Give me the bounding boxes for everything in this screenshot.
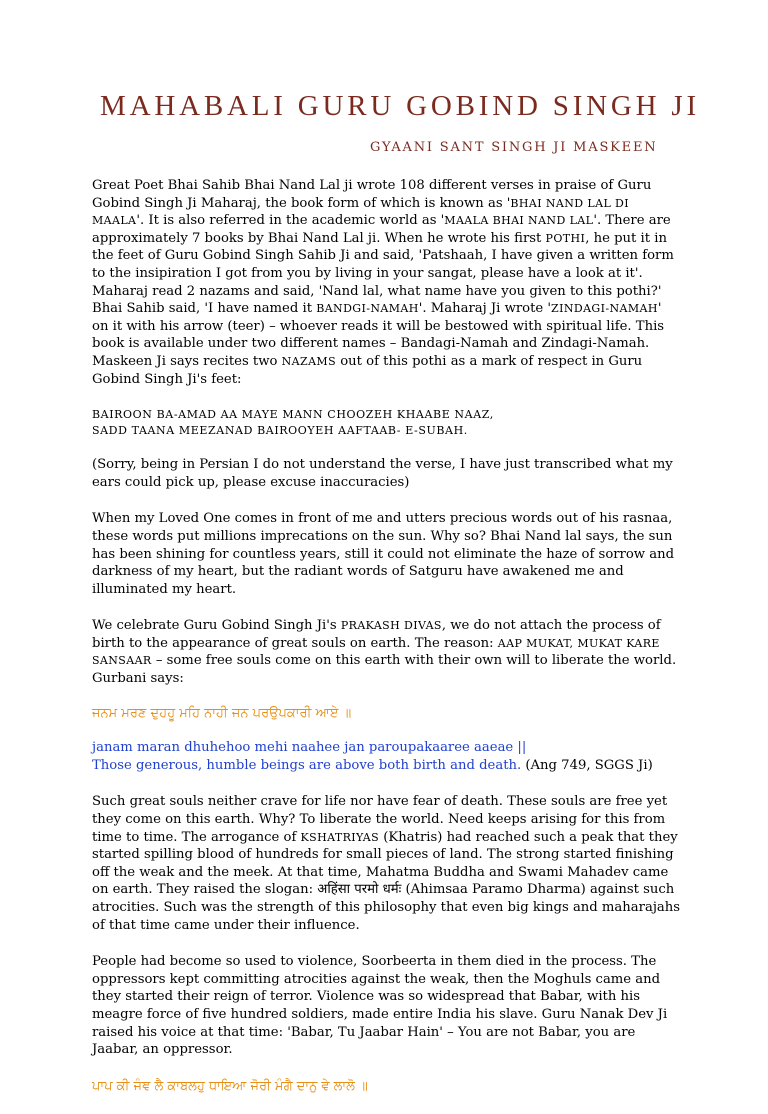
document-body xyxy=(92,177,682,1114)
document-title: MAHABALI GURU GOBIND SINGH JI xyxy=(100,90,700,122)
gurbani-quote-1: janam maran dhuhehoo mehi naahee jan paroupakaaree aaeae || Those generous, humble beings are above both birth and death. (Ang 749, SGGS Ji) xyxy=(92,740,653,773)
paragraph-prakash-divas: We celebrate Guru Gobind Singh Ji's PRAKASH DIVAS, we do not attach the process of birth to the appearance of great souls on earth. The reason: AAP MUKAT, MUKAT KARE SANSAAR – some free souls come on this earth with their own will to liberate the world. Gurbani says: xyxy=(92,618,677,687)
author-name: GYAANI SANT SINGH JI MASKEEN xyxy=(370,140,658,155)
gurbani-gurmukhi-2: ਪਾਪ ਕੀ ਜੰਞ ਲੈ ਕਾਬਲਹੁ ਧਾਇਆ ਜੋਰੀ ਮੰਗੈ ਦਾਨੁ ਵੇ ਲਾਲੋ ॥ xyxy=(92,1078,368,1094)
paragraph-loved-one: When my Loved One comes in front of me and utters precious words out of his rasnaa, these words put millions imprecations on the sun. Why so? Bhai Nand lal says, the sun has been shining for countless years, still it could not eliminate the haze of sorrow and darkness of my heart, but the radiant words of Satguru have awakened me and illuminated my heart. xyxy=(92,511,675,597)
paragraph-violence: People had become so used to violence, Soorbeerta in them died in the process. The oppressors kept committing atrocities against the weak, then the Moghuls came and they started their reign of terror. Violence was so widespread that Babar, with his meagre force of five hundred soldiers, made entire India his slave. Guru Nanak Dev Ji raised his voice at that time: 'Babar, Tu Jaabar Hain' – You are not Babar, you are Jaabar, an oppressor. xyxy=(92,954,668,1058)
persian-verse: BAIROON BA-AMAD AA MAYE MANN CHOOZEH KHAABE NAAZ, SADD TAANA MEEZANAD BAIROOYEH AAFTAAB- E-SUBAH. xyxy=(92,408,494,438)
gurbani-gurmukhi-1: ਜਨਮ ਮਰਣ ਦੁਹਹੂ ਮਹਿ ਨਾਹੀ ਜਨ ਪਰਉਪਕਾਰੀ ਆਏ ॥ xyxy=(92,705,352,721)
paragraph-intro: Great Poet Bhai Sahib Bhai Nand Lal ji wrote 108 different verses in praise of Guru Gobind Singh Ji Maharaj, the book form of which is known as 'BHAI NAND LAL DI MAALA'. It is also referred in the academic world as 'MAALA BHAI NAND LAL'. There are approximately 7 books by Bhai Nand Lal ji. When he wrote his first POTHI, he put it in the feet of Guru Gobind Singh Sahib Ji and said, 'Patshaah, I have given a written form to the insipiration I got from you by living in your sangat, please have a look at it'. Maharaj read 2 nazams and said, 'Nand lal, what name have you given to this pothi?' Bhai Sahib said, 'I have named it BANDGI-NAMAH'. Maharaj Ji wrote 'ZINDAGI-NAMAH' on it with his arrow (teer) – whoever reads it will be bestowed with spiritual life. This book is available under two different names – Bandagi-Namah and Zindagi-Namah. Maskeen Ji says recites two NAZAMS out of this pothi as a mark of respect in Guru Gobind Singh Ji's feet: xyxy=(92,178,674,387)
paragraph-apology: (Sorry, being in Persian I do not understand the verse, I have just transcribed what my ears could pick up, please excuse inaccuracies) xyxy=(92,457,673,490)
paragraph-great-souls: Such great souls neither crave for life nor have fear of death. These souls are free yet they come on this earth. Why? To liberate the world. Need keeps arising for this from time to time. The arrogance of KSHATRIYAS (Khatris) had reached such a peak that they started spilling blood of hundreds for small pieces of land. The strong started finishing off the weak and the meek. At that time, Mahatma Buddha and Swami Mahadev came on earth. They raised the slogan: अहिंसा परमो धर्मः (Ahimsaa Paramo Dharma) against such atrocities. Such was the strength of this philosophy that even big kings and maharajahs of that time came under their influence. xyxy=(92,794,681,933)
